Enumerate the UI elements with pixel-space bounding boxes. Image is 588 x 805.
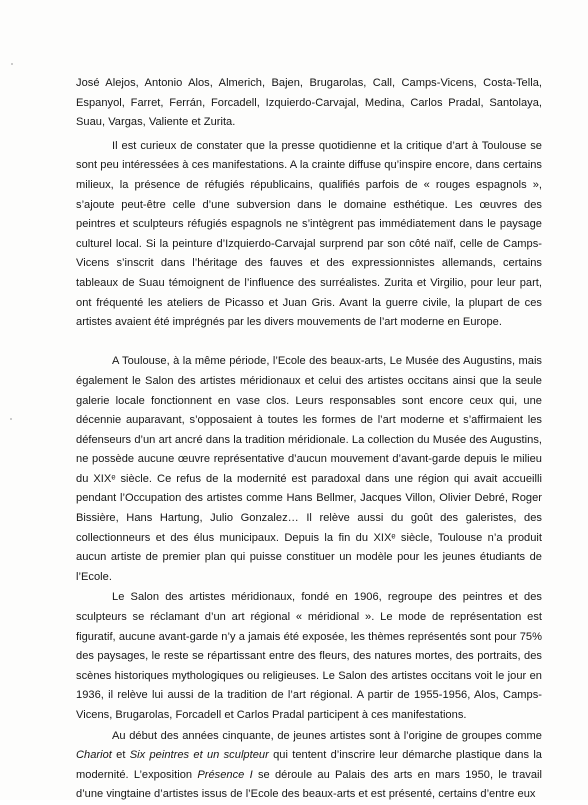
italic-title-chariot: Chariot — [76, 749, 112, 762]
paragraph-text: Il est curieux de constater que la presse quotidienne et la critique d’art à Toulouse se sont peu intéressées à ces manifestations. A la crainte diffuse qu’inspire encore, dans certains milieux, la présence de réfugiés républicains, qualifiés parfois de « rouges espagnols », s’ajoute peut-être celle d’une subversion dans le domaine esthétique. Les œuvres des peintres et sculpteurs réfugiés espagnols ne s’intègrent pas immédiatement dans le paysage culturel local. Si la peinture d’Izquierdo-Carvajal surprend par son côté naïf, celle de Camps-Vicens s’inscrit dans l’héritage des fauves et des expressionnistes allemands, certains tableaux de Suau témoignent de l’influence des surréalistes. Zurita et Virgilio, pour leur part, ont fréquenté les ateliers de Picasso et Juan Gris. Avant la guerre civile, la plupart de ces artistes avaient été imprégnés par les divers mouvements de l’art moderne en Europe. — [76, 139, 542, 329]
paragraph-toulouse-institutions — [76, 352, 542, 587]
scan-speck — [10, 418, 12, 420]
paragraph-text: se déroule au Palais des arts en mars 1950, le travail d’une vingtaine d’artistes issus de l’Ecole des beaux-arts et est présenté, certains d’entre eux — [76, 768, 542, 801]
paragraph-text: Au début des années cinquante, de jeunes artistes sont à l’origine de groupes comme — [112, 729, 542, 742]
paragraph-text: A Toulouse, à la même période, l’Ecole des beaux-arts, Le Musée des Augustins, mais également le Salon des artistes méridionaux et celui des artistes occitans ainsi que la seule galerie locale fonctionnent en vase clos. Leurs responsables sont encore ceux qui, une décennie auparavant, s’opposaient à toutes les formes de l’art moderne et s’affirmaient les défenseurs d’un art ancré dans la tradition méridionale. La collection du Musée des Augustins, ne possède aucune œuvre représentative d’aucun mouvement d’avant-garde depuis le milieu du XIXᵉ siècle. Ce refus de la modernité est paradoxal dans une région qui avait accueilli pendant l’Occupation des artistes comme Hans Bellmer, Jacques Villon, Olivier Debré, Roger Bissière, Hans Hartung, Julio Gonzalez… Il relève aussi du goût des galeristes, des collectionneurs et des élus municipaux. Depuis la fin du XIXᵉ siècle, Toulouse n’a produit aucun artiste de premier plan qui puisse constituer un modèle pour les jeunes étudiants de l’Ecole. — [76, 355, 542, 583]
paragraph-artists-list — [76, 74, 542, 133]
document-body — [76, 74, 542, 805]
paragraph-text: Le Salon des artistes méridionaux, fondé en 1906, regroupe des peintres et des sculpteurs se réclamant d’un art régional « méridional ». Le mode de représentation est figuratif, aucune avant-garde n’y a jamais été exposée, les thèmes représentés sont pour 75% des paysages, le reste se répartissant entre des fleurs, des natures mortes, des portraits, des scènes historiques mythologiques ou religieuses. Le Salon des artistes occitans voit le jour en 1936, il relève lui aussi de la tradition de l’art régional. A partir de 1955-1956, Alos, Camps-Vicens, Brugarolas, Forcadell et Carlos Pradal participent à ces manifestations. — [76, 591, 542, 721]
italic-title-presence: Présence I — [197, 768, 253, 781]
paragraph-salon-meridionaux — [76, 588, 542, 725]
scan-speck — [11, 63, 13, 65]
paragraph-text: qui tentent d’inscrire leur démarche plastique dans la modernité. L’exposition — [76, 749, 542, 781]
paragraph-text: et — [111, 749, 130, 762]
paragraph-press-critique — [76, 137, 542, 333]
paragraph-annees-cinquante — [76, 727, 542, 805]
paragraph-text: José Alejos, Antonio Alos, Almerich, Bajen, Brugarolas, Call, Camps-Vicens, Costa-Tella, Espanyol, Farret, Ferrán, Forcadell, Izquierdo-Carvajal, Medina, Carlos Pradal, Santolaya, Suau, Vargas, Valiente et Zurita. — [76, 77, 542, 129]
italic-title-six-peintres: Six peintres et un sculpteur — [129, 749, 269, 762]
